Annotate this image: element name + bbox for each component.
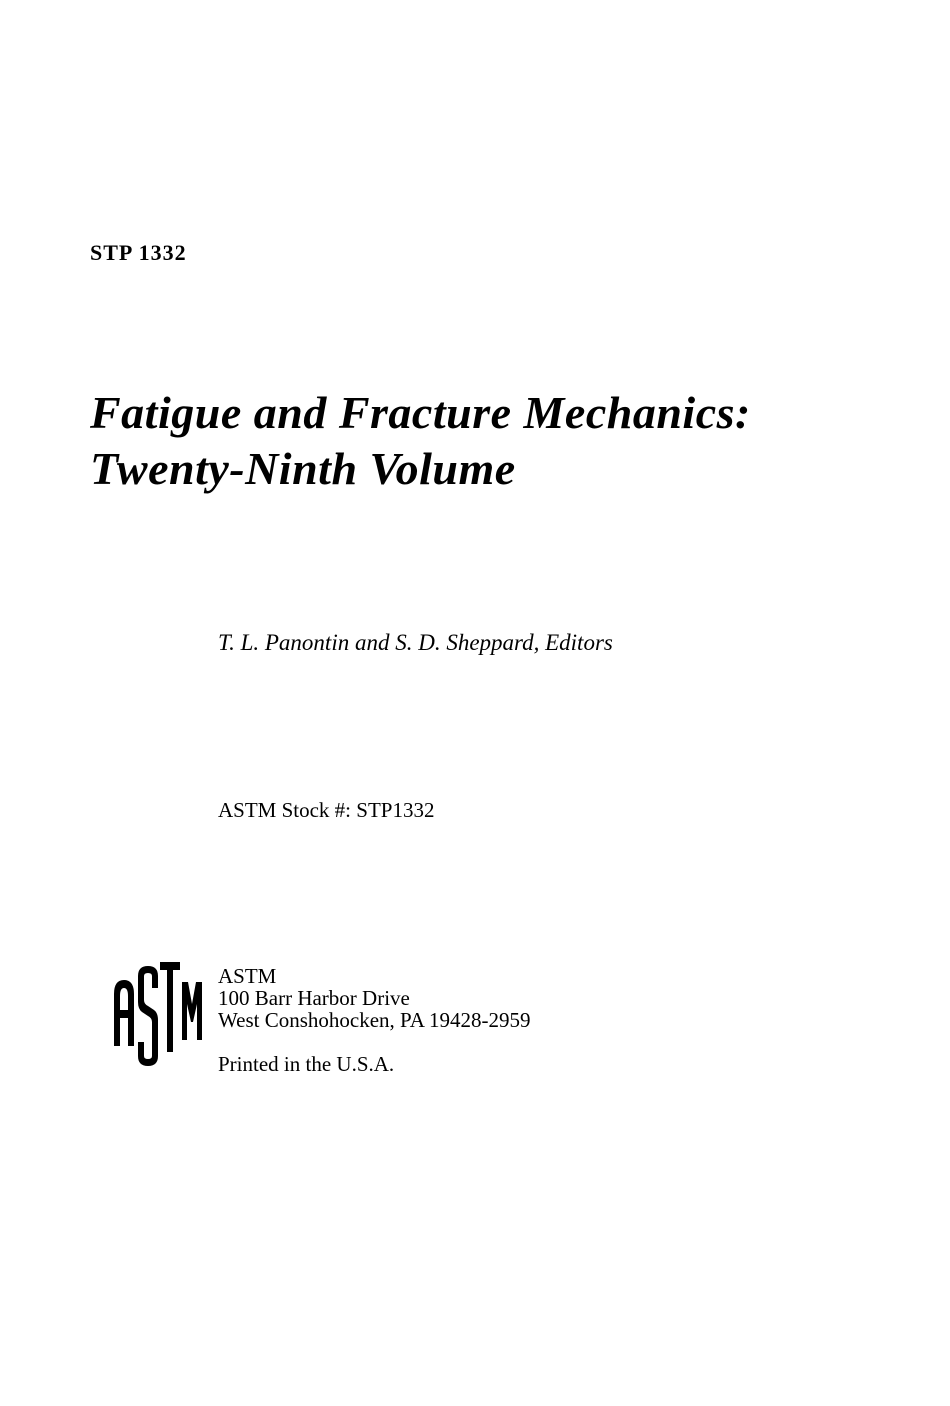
stp-number: STP 1332 [90,240,187,265]
book-title-line-1: Fatigue and Fracture Mechanics: [90,387,751,438]
astm-logo-icon [112,960,204,1068]
book-title-line-2: Twenty-Ninth Volume [90,443,516,494]
book-title [90,385,751,497]
publisher-address [218,965,531,1031]
printed-in: Printed in the U.S.A. [218,1052,395,1076]
publisher-city: West Conshohocken, PA 19428-2959 [218,1008,531,1032]
publisher-name: ASTM [218,964,277,988]
editors-line: T. L. Panontin and S. D. Sheppard, Editors [218,630,613,655]
stock-number: ASTM Stock #: STP1332 [218,798,435,822]
publisher-street: 100 Barr Harbor Drive [218,986,410,1010]
